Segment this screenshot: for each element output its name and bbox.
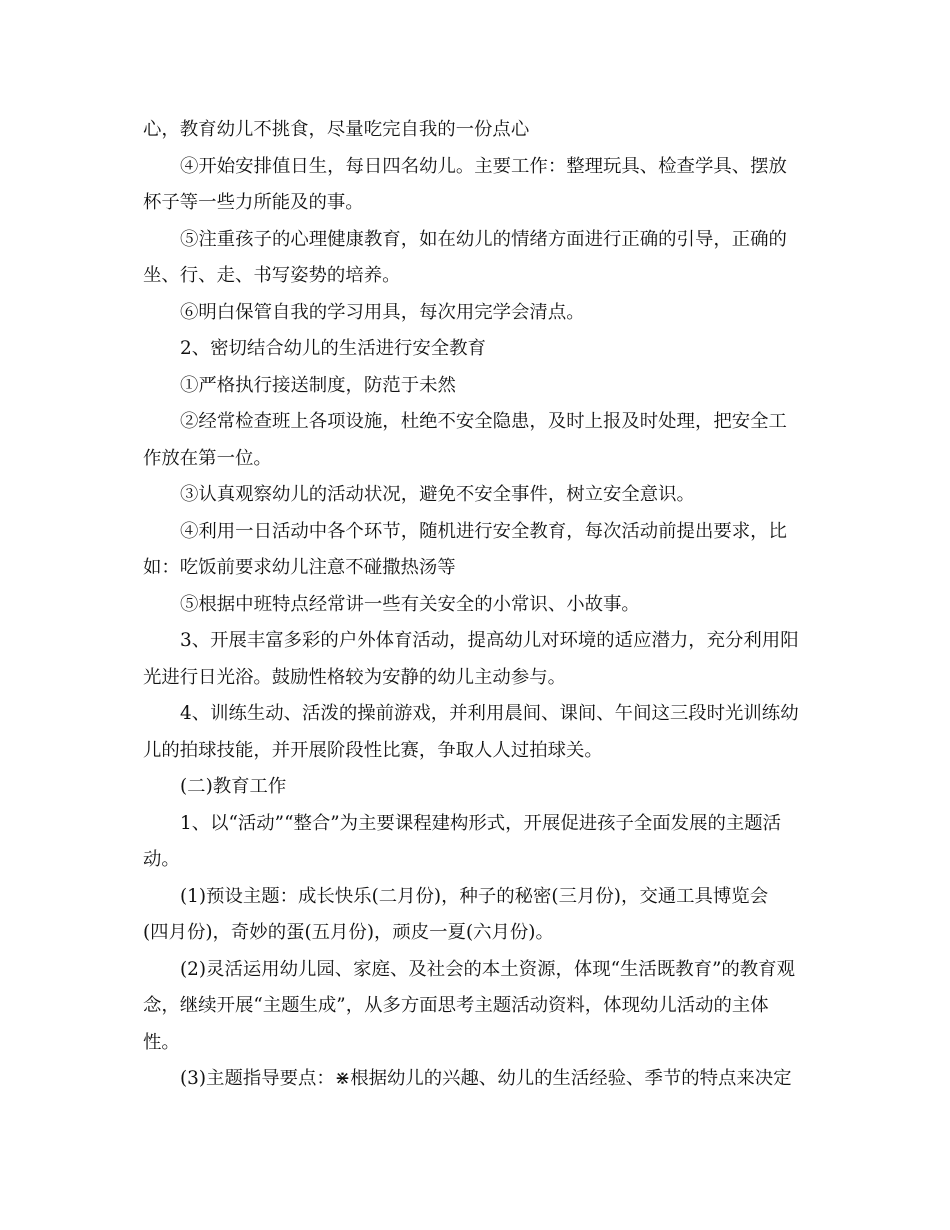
text-line: (3)主题指导要点：⋇根据幼儿的兴趣、幼儿的生活经验、季节的特点来决定 (180, 1068, 792, 1089)
text-line: (二)教育工作 (180, 776, 287, 797)
text-line: 杯子等一些力所能及的事。 (143, 192, 364, 213)
text-line: 3、开展丰富多彩的户外体育活动，提高幼儿对环境的适应潜力，充分利用阳 (180, 630, 799, 651)
text-line: 2、密切结合幼儿的生活进行安全教育 (180, 338, 486, 359)
text-line: (2)灵活运用幼儿园、家庭、及社会的本土资源，体现“生活既教育”的教育观 (180, 958, 795, 980)
text-line: (四月份)，奇妙的蛋(五月份)，顽皮一夏(六月份)。 (143, 922, 554, 943)
text-line: 4、训练生动、活泼的操前游戏，并利用晨间、课间、午间这三段时光训练幼 (180, 703, 799, 724)
text-line: 坐、行、走、书写姿势的培养。 (143, 265, 401, 286)
text-line: 作放在第一位。 (143, 447, 272, 469)
text-line: ①严格执行接送制度，防范于未然 (180, 374, 456, 396)
text-line: ⑤根据中班特点经常讲一些有关安全的小常识、小故事。 (180, 593, 640, 615)
text-line: 性。 (143, 1031, 180, 1053)
text-line: 心，教育幼儿不挑食，尽量吃完自我的一份点心 (143, 119, 530, 140)
text-line: 动。 (143, 849, 180, 870)
text-line: ④开始安排值日生，每日四名幼儿。主要工作：整理玩具、检查学具、摆放 (180, 155, 787, 177)
document-body (143, 112, 815, 1098)
text-line: ⑤注重孩子的心理健康教育，如在幼儿的情绪方面进行正确的引导，正确的 (180, 228, 787, 250)
text-line: 儿的拍球技能，并开展阶段性比赛，争取人人过拍球关。 (143, 739, 603, 761)
text-line: 1、以“活动”“整合”为主要课程建构形式，开展促进孩子全面发展的主题活 (180, 812, 782, 834)
text-line: ③认真观察幼儿的活动状况，避免不安全事件，树立安全意识。 (180, 484, 695, 505)
text-line: 如：吃饭前要求幼儿注意不碰撒热汤等 (143, 557, 456, 578)
text-line: ⑥明白保管自我的学习用具，每次用完学会清点。 (180, 301, 585, 323)
text-line: 念，继续开展“主题生成”，从多方面思考主题活动资料，体现幼儿活动的主体 (143, 995, 769, 1016)
text-line: 光进行日光浴。鼓励性格较为安静的幼儿主动参与。 (143, 666, 566, 688)
text-line: ②经常检查班上各项设施，杜绝不安全隐患，及时上报及时处理，把安全工 (180, 411, 787, 432)
text-line: (1)预设主题：成长快乐(二月份)，种子的秘密(三月份)，交通工具博览会 (180, 885, 769, 907)
text-line: ④利用一日活动中各个环节，随机进行安全教育，每次活动前提出要求，比 (180, 520, 787, 542)
